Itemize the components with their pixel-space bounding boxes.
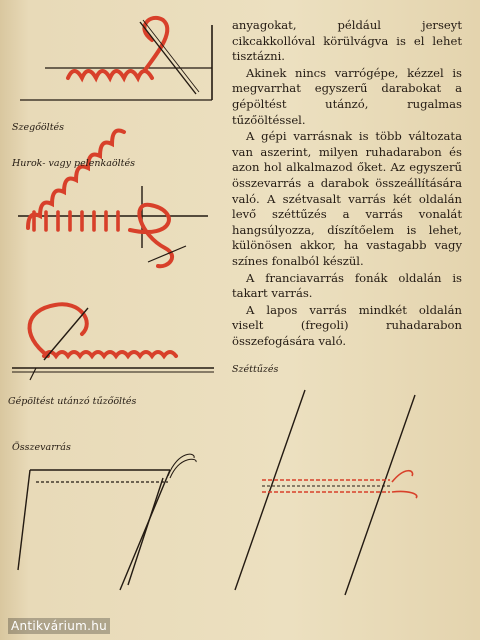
caption-hurok: Hurok- vagy pelenkaöltés bbox=[12, 158, 135, 169]
paragraph: Akinek nincs varrógépe, kézzel is megvarrhat egyszerű darabokat a gépöltést utánzó, rugalmas tűzőöltéssel. bbox=[232, 65, 462, 127]
figure-hurok bbox=[18, 131, 208, 267]
watermark: Antikvárium.hu bbox=[8, 618, 110, 634]
caption-szegooltes: Szegőöltés bbox=[12, 122, 65, 133]
paragraph: A gépi varrásnak is több változata van aszerint, milyen ruhadarabon és azon hol alkalmazod őket. Az egyszerű összevarrás a darabok összeállítására való. A szétvasalt varrás két oldalán levő széttűzés a varrás vonalát hangsúlyozza, díszítőelem is lehet, különösen akkor, ha vastagabb vagy színes fonalból készül. bbox=[232, 129, 462, 268]
paragraph: A franciavarrás fonák oldalán is takart varrás. bbox=[232, 270, 462, 301]
paragraph: A lapos varrás mindkét oldalán viselt (fregoli) ruhadarabon összefogására való. bbox=[232, 302, 462, 348]
figure-szegooltes bbox=[20, 18, 212, 100]
figure-setuzes bbox=[235, 390, 417, 595]
figure-gepoltest bbox=[12, 304, 214, 380]
figure-osszevarras bbox=[18, 454, 196, 590]
body-text bbox=[232, 18, 462, 350]
caption-osszevarras: Összevarrás bbox=[12, 442, 71, 453]
paragraph: anyagokat, például jerseyt cikcakkollóval körülvágva is el lehet tisztázni. bbox=[232, 18, 462, 64]
caption-setuzes: Széttűzés bbox=[232, 364, 279, 375]
caption-gepoltest: Gépöltést utánzó tűzőöltés bbox=[8, 396, 137, 407]
